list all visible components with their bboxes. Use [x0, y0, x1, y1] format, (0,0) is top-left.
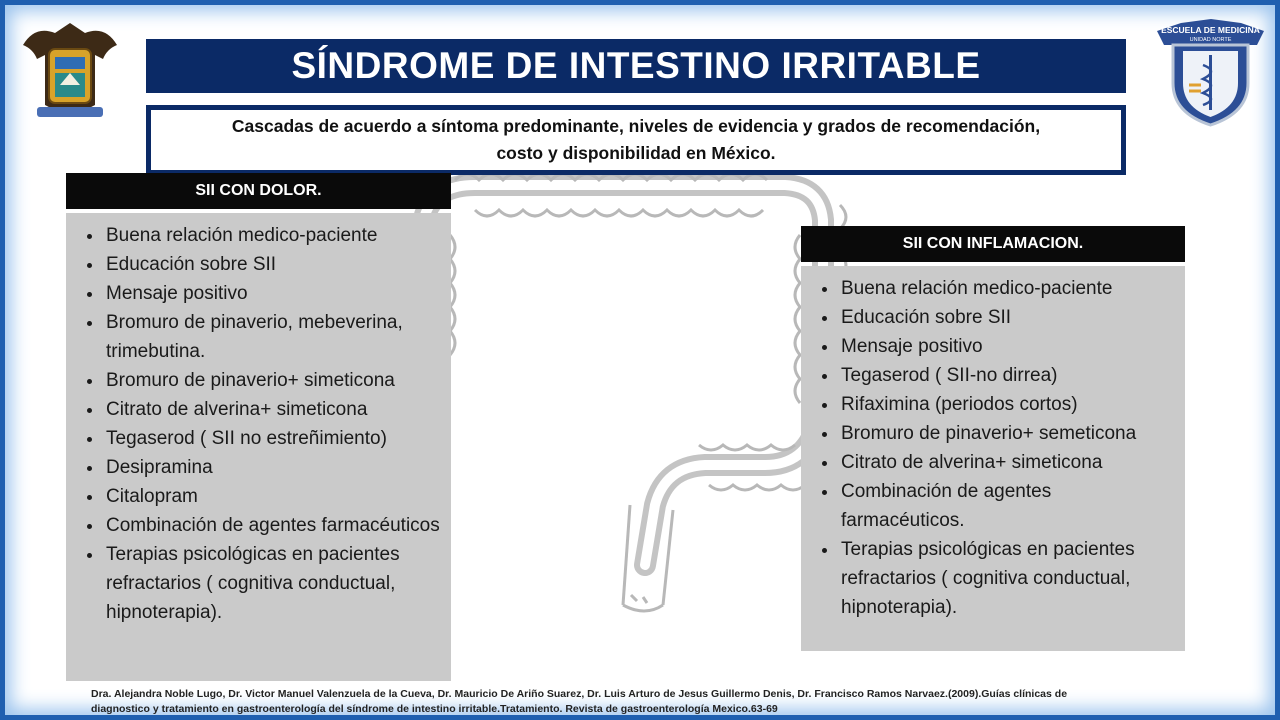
list-item: • Tegaserod ( SII-no dirrea)	[839, 361, 1177, 390]
list-item: • Buena relación medico-paciente	[839, 274, 1177, 303]
left-panel-list	[66, 221, 443, 627]
left-panel-body	[66, 213, 451, 681]
list-item: • Terapias psicológicas en pacientes refractarios ( cognitiva conductual, hipnoterapia).	[104, 540, 443, 627]
university-eagle-crest-icon	[15, 15, 125, 125]
citation	[91, 687, 1276, 717]
logo-sub-text: UNIDAD NORTE	[1189, 37, 1232, 43]
list-item: • Educación sobre SII	[839, 303, 1177, 332]
subtitle-box	[146, 105, 1126, 175]
right-panel-heading: SII CON INFLAMACION.	[801, 226, 1185, 262]
list-item: • Citrato de alverina+ simeticona	[104, 395, 443, 424]
list-item: • Rifaximina (periodos cortos)	[839, 390, 1177, 419]
logo-banner-text: ESCUELA DE MEDICINA	[1161, 25, 1260, 35]
list-item: • Terapias psicológicas en pacientes refractarios ( cognitiva conductual, hipnoterapia).	[839, 535, 1177, 622]
medical-school-shield-icon	[1153, 13, 1268, 128]
right-panel-body	[801, 266, 1185, 651]
list-item: • Buena relación medico-paciente	[104, 221, 443, 250]
list-item: • Mensaje positivo	[104, 279, 443, 308]
list-item: • Mensaje positivo	[839, 332, 1177, 361]
list-item: • Citrato de alverina+ simeticona	[839, 448, 1177, 477]
citation-line-2: diagnostico y tratamiento en gastroenterología del síndrome de intestino irritable.Tratamiento. Revista de gastroenterología Mexico.63-69	[91, 703, 778, 715]
list-item: • Educación sobre SII	[104, 250, 443, 279]
list-item: • Desipramina	[104, 453, 443, 482]
page-title: SÍNDROME DE INTESTINO IRRITABLE	[146, 39, 1126, 93]
subtitle-text	[151, 110, 1121, 170]
left-panel-heading: SII CON DOLOR.	[66, 173, 451, 209]
list-item: • Bromuro de pinaverio+ semeticona	[839, 419, 1177, 448]
list-item: • Bromuro de pinaverio+ simeticona	[104, 366, 443, 395]
list-item: • Combinación de agentes farmacéuticos.	[839, 477, 1177, 535]
list-item: • Bromuro de pinaverio, mebeverina, trimebutina.	[104, 308, 443, 366]
list-item: • Combinación de agentes farmacéuticos	[104, 511, 443, 540]
subtitle-line-2: costo y disponibilidad en México.	[496, 143, 776, 163]
list-item: • Citalopram	[104, 482, 443, 511]
right-panel-list	[801, 274, 1177, 622]
citation-line-1: Dra. Alejandra Noble Lugo, Dr. Victor Manuel Valenzuela de la Cueva, Dr. Mauricio De Ariño Suarez, Dr. Luis Arturo de Jesus Guillermo Denis, Dr. Francisco Ramos Narvaez.(2009).Guías clínicas de	[91, 688, 1068, 700]
list-item: • Tegaserod ( SII no estreñimiento)	[104, 424, 443, 453]
subtitle-line-1: Cascadas de acuerdo a síntoma predominante, niveles de evidencia y grados de recomendación,	[231, 116, 1041, 136]
